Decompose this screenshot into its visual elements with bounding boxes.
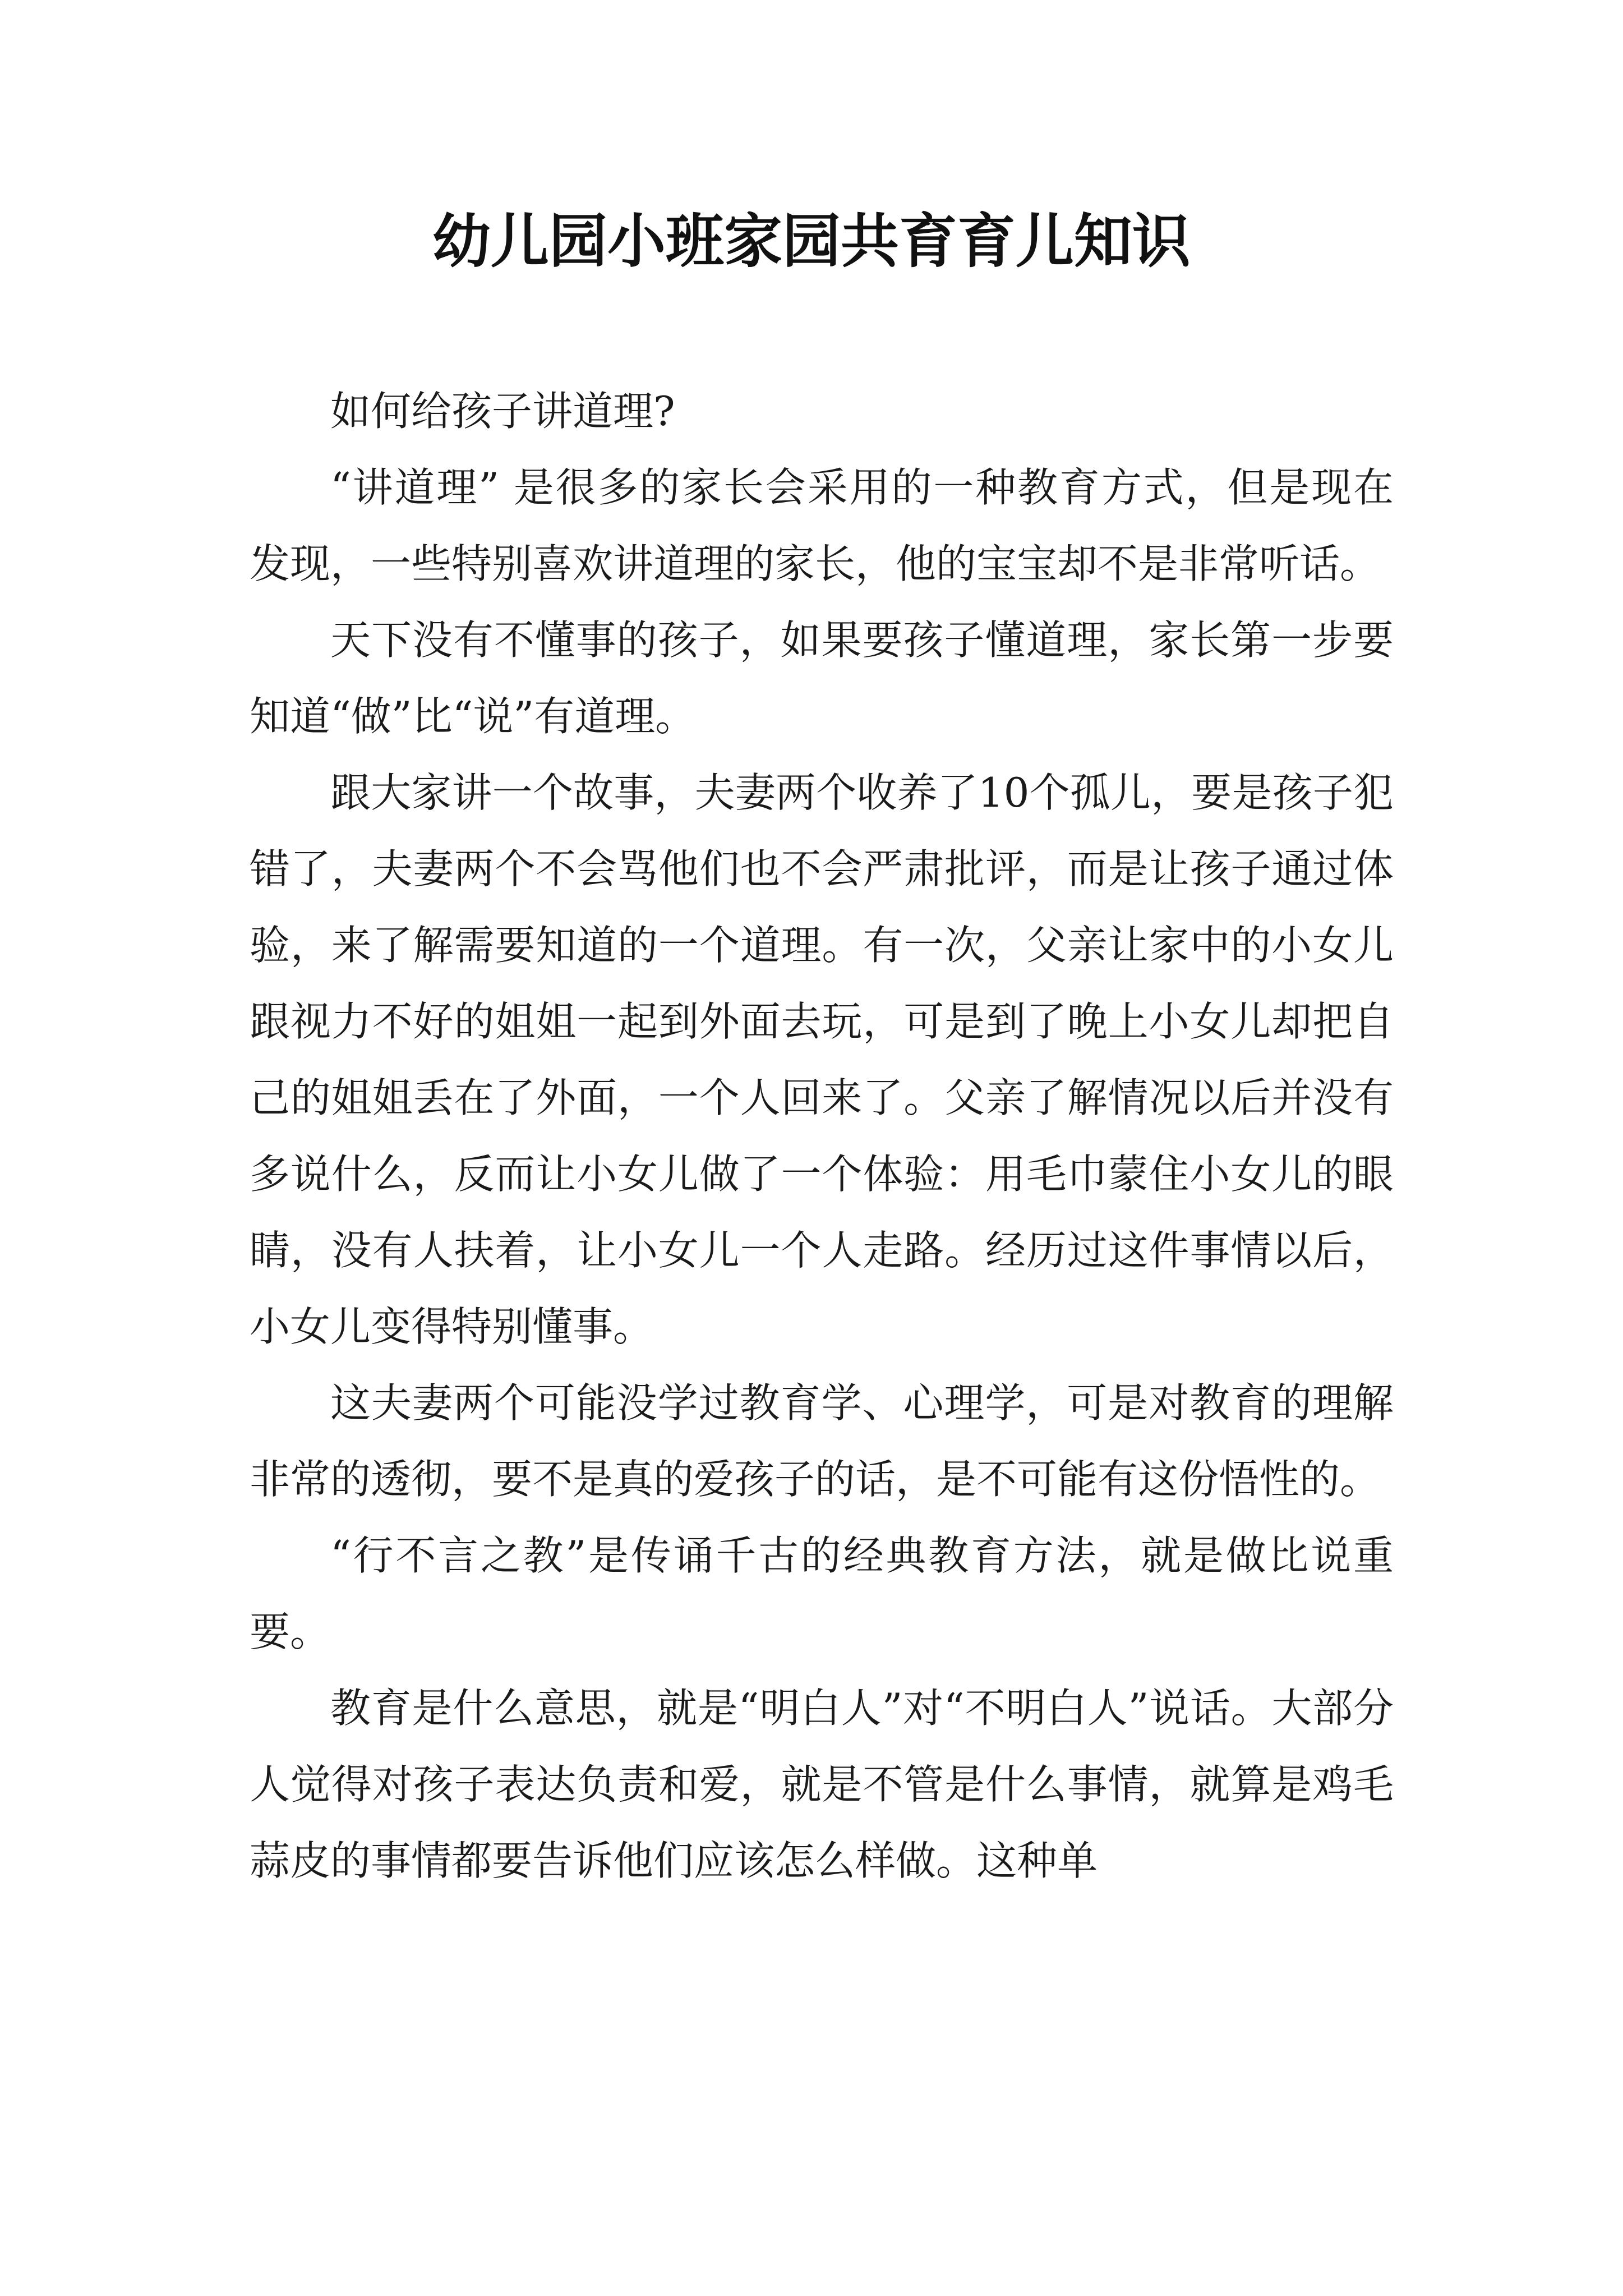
document-title: 幼儿园小班家园共育育儿知识 (432, 206, 1191, 275)
paragraph: 天下没有不懂事的孩子，如果要孩子懂道理，家长第一步要知道“做”比“说”有道理。 (250, 616, 1394, 740)
paragraph: 这夫妻两个可能没学过教育学、心理学，可是对教育的理解非常的透彻，要不是真的爱孩子的话，是不可能有这份悟性的。 (250, 1379, 1394, 1503)
paragraph: “讲道理” 是很多的家长会采用的一种教育方式，但是现在发现，一些特别喜欢讲道理的家长，他的宝宝却不是非常听话。 (250, 464, 1394, 587)
paragraph: 跟大家讲一个故事，夫妻两个收养了10个孤儿，要是孩子犯错了，夫妻两个不会骂他们也不会严肃批评，而是让孩子通过体验，来了解需要知道的一个道理。有一次，父亲让家中的小女儿跟视力不好的姐姐一起到外面去玩，可是到了晚上小女儿却把自己的姐姐丢在了外面，一个人回来了。父亲了解情况以后并没有多说什么，反而让小女儿做了一个体验：用毛巾蒙住小女儿的眼睛，没有人扶着，让小女儿一个人走路。经历过这件事情以后，小女儿变得特别懂事。 (250, 769, 1394, 1350)
paragraph: 教育是什么意思，就是“明白人”对“不明白人”说话。大部分人觉得对孩子表达负责和爱，就是不管是什么事情，就算是鸡毛蒜皮的事情都要告诉他们应该怎么样做。这种单 (250, 1685, 1394, 1884)
paragraph: “行不言之教”是传诵千古的经典教育方法，就是做比说重要。 (250, 1532, 1394, 1655)
document-body (250, 373, 1394, 1899)
paragraph: 如何给孩子讲道理? (330, 388, 675, 435)
